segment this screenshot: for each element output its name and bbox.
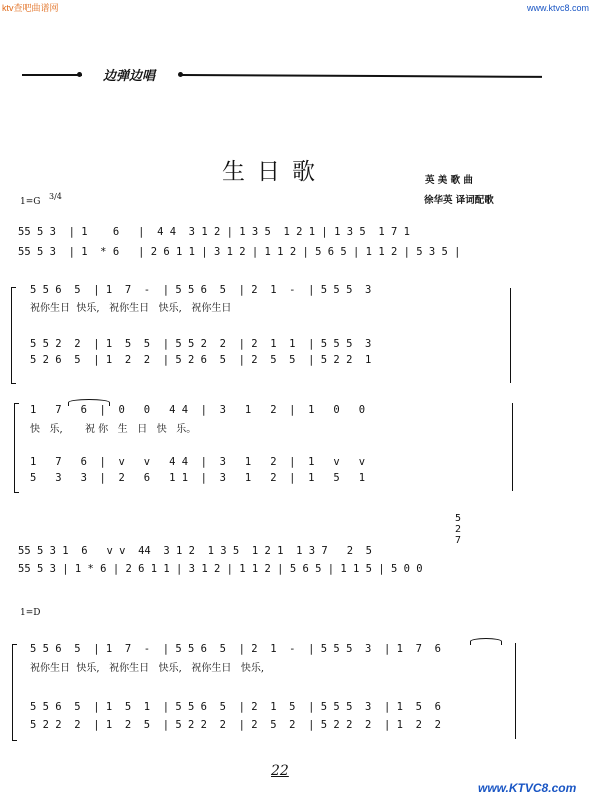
header-rule-right	[182, 74, 542, 77]
watermark-top-right: www.ktvc8.com	[526, 3, 589, 13]
end-barline	[515, 643, 516, 739]
notation-row: 5 5 6 5 | 1 5 1 | 5 5 6 5 | 2 1 5 | 5 5 5 3 | 1 5 6	[30, 701, 441, 713]
site-logo: www.KTVC8.com	[478, 781, 577, 795]
chord-stack: 5 2 7	[455, 513, 462, 546]
key-signature: 1=G	[20, 197, 41, 207]
system-brace	[12, 644, 17, 741]
series-title: 边弹边唱	[103, 69, 156, 84]
notation-row: 55 5 3 | 1 6 | 4 4 3 1 2 | 1 3 5 1 2 1 | 1 3 5 1 7 1	[18, 226, 410, 238]
notation-row: 5 2 2 2 | 1 2 5 | 5 2 2 2 | 2 5 2 | 5 2 2 2 | 1 2 2	[30, 719, 441, 731]
song-title: 生日歌	[222, 159, 327, 185]
music-credit: 英 美 歌 曲	[425, 175, 473, 186]
notation-row: 1 7 6 | v v 4 4 | 3 1 2 | 1 v v	[30, 456, 366, 468]
lyrics-row: 祝你生日 快乐, 祝你生日 快乐, 祝你生日 快乐,	[30, 663, 265, 674]
time-signature: 3/4	[49, 192, 62, 201]
system-brace	[11, 287, 16, 384]
notation-row: 5 2 6 5 | 1 2 2 | 5 2 6 5 | 2 5 5 | 5 2 2 1	[30, 354, 372, 366]
system-verse-2	[30, 404, 510, 494]
system-verse-1	[30, 284, 510, 384]
header-rule-left	[22, 74, 82, 76]
lyrics-row: 祝你生日 快乐, 祝你生日 快乐, 祝你生日	[30, 303, 232, 314]
lyrics-row: 快 乐, 祝 你 生 日 快 乐。	[30, 424, 197, 435]
notation-row: 55 5 3 | 1 * 6 | 2 6 1 1 | 3 1 2 | 1 1 2 | 5 6 5 | 1 1 2 | 5 3 5 |	[18, 246, 461, 258]
notation-row: 5 5 6 5 | 1 7 - | 5 5 6 5 | 2 1 - | 5 5 5 3 | 1 7 6	[30, 643, 441, 655]
system-intro	[18, 226, 518, 266]
system-brace	[14, 403, 19, 493]
end-barline	[510, 288, 511, 383]
notation-row: 5 3 3 | 2 6 1 1 | 3 1 2 | 1 5 1	[30, 472, 366, 484]
notation-row: 55 5 3 | 1 * 6 | 2 6 1 1 | 3 1 2 | 1 1 2 | 5 6 5 | 1 1 5 | 5 0 0	[18, 563, 423, 575]
notation-row: 1 7 6 | 0 0 4 4 | 3 1 2 | 1 0 0	[30, 404, 366, 416]
header-dot-left	[77, 72, 82, 77]
page-number: 22	[271, 763, 289, 779]
lyrics-credit: 徐华英 译词配歌	[424, 195, 494, 206]
notation-row: 5 5 2 2 | 1 5 5 | 5 5 2 2 | 2 1 1 | 5 5 5 3	[30, 338, 372, 350]
key-change: 1=D	[20, 608, 41, 618]
notation-row: 5 5 6 5 | 1 7 - | 5 5 6 5 | 2 1 - | 5 5 5 3	[30, 284, 372, 296]
watermark-top-left: ktv查吧曲谱网	[2, 3, 59, 13]
notation-row: 55 5 3 1 6 v v 44 3 1 2 1 3 5 1 2 1 1 3 7 2 5	[18, 545, 373, 557]
system-verse-3	[30, 643, 515, 743]
system-interlude	[18, 545, 518, 580]
end-barline	[512, 403, 513, 491]
